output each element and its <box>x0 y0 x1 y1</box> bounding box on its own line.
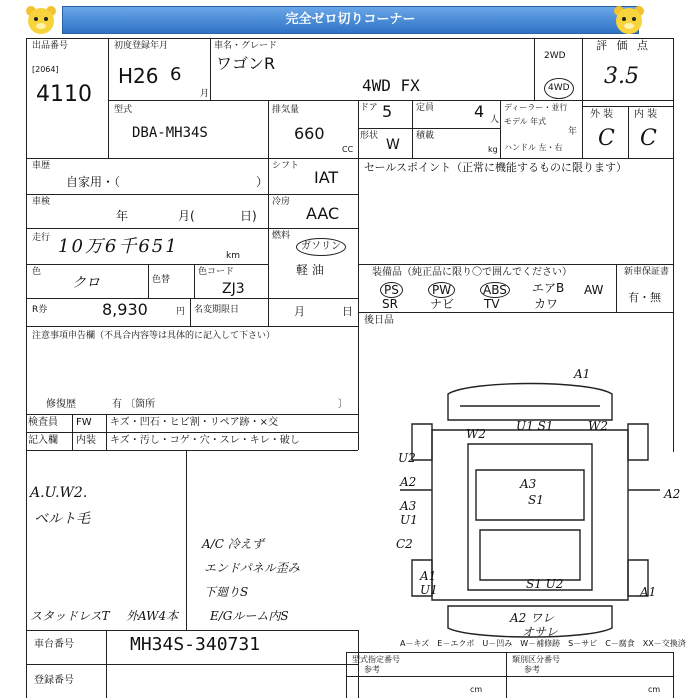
mileage-value: 10万6千651 <box>58 236 179 257</box>
handle-label: ハンドル 左・右 <box>504 143 563 152</box>
history-label: 車歴 <box>32 161 51 171</box>
inspection-label: 車検 <box>32 197 51 207</box>
drive-2wd-label: 2WD <box>544 51 566 61</box>
mascot-right-icon <box>612 4 646 36</box>
mark-s1u2: S1 U2 <box>526 577 564 591</box>
mileage-label: 走行 <box>32 233 51 243</box>
repair-close: 〕 <box>338 399 348 410</box>
dealer-label: ディーラー・並行 <box>504 103 568 112</box>
check-row2-items: キズ・汚し・コゲ・穴・スレ・キレ・破し <box>110 435 300 446</box>
spec-unit-1: cm <box>470 685 483 694</box>
name-change-day: 日 <box>342 305 353 318</box>
mark-c2: C2 <box>396 537 413 551</box>
interior-grade: C <box>640 126 657 151</box>
displacement-value: 660 <box>294 124 325 143</box>
color-no-label: 色替 <box>152 275 171 285</box>
mark-a1-left: A1 <box>420 569 437 583</box>
note-underbody: 下廻りS <box>204 585 249 599</box>
notes-label: 注意事項申告欄（不具合内容等は具体的に記入して下さい） <box>32 331 276 341</box>
spec-label-1: 型式指定番号 <box>352 655 400 664</box>
first-reg-month-unit: 月 <box>200 89 210 99</box>
repair-value: 有 〔箇所 <box>112 399 156 410</box>
lot-number: 4110 <box>36 82 92 107</box>
exterior-label: 外 装 <box>590 109 614 120</box>
chassis-label: 車台番号 <box>34 639 74 650</box>
mark-a2: A2 <box>400 475 417 489</box>
doors-label: ドア <box>360 103 378 113</box>
inspection-year: 年 <box>116 209 129 223</box>
first-reg-era: H26 <box>118 64 159 88</box>
capacity-label: 定員 <box>416 103 435 113</box>
mark-s1-center: S1 <box>528 493 544 507</box>
equip-aw: AW <box>584 283 604 297</box>
equip-tv: TV <box>484 297 500 311</box>
chassis-value: MH34S-340731 <box>130 634 261 655</box>
mark-a3-center: A3 <box>520 477 537 491</box>
mark-w2-left: W2 <box>466 427 486 441</box>
shift-value: IAT <box>314 168 339 187</box>
capacity-value: 4 <box>474 102 485 121</box>
color-value: クロ <box>72 275 100 291</box>
note-ac: A/C 冷えず <box>202 537 264 551</box>
ac-value: AAC <box>306 204 340 223</box>
equip-leather: カワ <box>534 297 559 311</box>
exterior-grade: C <box>598 126 615 151</box>
fuel-label: 燃料 <box>272 231 291 241</box>
history-value: 自家用・（ <box>66 175 121 189</box>
car-name-value: ワゴンR <box>216 54 276 73</box>
mark-a2-bottom: A2 ワレ <box>510 611 555 625</box>
car-name-label: 車名・グレード <box>214 41 278 51</box>
mark-a1-top: A1 <box>574 367 591 381</box>
warranty-label: 新車保証書 <box>624 267 670 277</box>
note-studless: スタッドレスT <box>30 609 110 623</box>
history-close: ） <box>256 175 269 189</box>
mark-u1: U1 <box>400 513 418 527</box>
shape-label: 形状 <box>360 131 379 141</box>
score-label: 評 価 点 <box>596 39 651 52</box>
equip-sr: SR <box>382 297 398 311</box>
rear-seat-label: 後日品 <box>364 315 394 326</box>
capacity-unit: 人 <box>490 115 500 125</box>
mark-a2-right: A2 <box>664 487 681 501</box>
spec-ref-1: 参考 <box>364 665 380 674</box>
inspection-month: 月( <box>178 209 195 223</box>
inspection-day: 日) <box>240 209 257 223</box>
check-fw: FW <box>76 417 92 428</box>
sheet-banner: 完全ゼロ切りコーナー <box>62 6 639 34</box>
repair-label: 修復歴 <box>46 399 76 410</box>
warranty-value: 有・無 <box>628 291 661 304</box>
mark-a1-right: A1 <box>640 585 657 599</box>
model-label: 型式 <box>114 105 133 115</box>
note-roof: E/Gルーム内S <box>210 609 289 623</box>
mark-w2-right: W2 <box>588 419 608 433</box>
equip-pw-circled: PW <box>428 282 455 298</box>
lot-label: 出品番号 <box>32 41 69 51</box>
load-label: 積載 <box>416 131 435 141</box>
car-grade-value: 4WD FX <box>362 76 420 95</box>
mark-u2: U2 <box>398 451 416 465</box>
doors-value: 5 <box>382 102 393 121</box>
entry-label: 記入欄 <box>28 435 58 446</box>
model-year-unit: 年 <box>568 127 578 137</box>
equip-abs-circled: ABS <box>480 282 510 298</box>
mascot-left-icon <box>24 4 58 36</box>
displacement-unit: CC <box>342 145 354 154</box>
first-reg-label: 初度登録年月 <box>114 41 169 51</box>
spec-label-2: 類別区分番号 <box>512 655 560 664</box>
displacement-label: 排気量 <box>272 105 300 115</box>
score-value: 3.5 <box>604 64 639 89</box>
model-value: DBA-MH34S <box>132 125 208 141</box>
note-main: A.U.W2. <box>30 485 88 501</box>
equipment-label: 装備品（純正品に限り〇で囲んでください） <box>372 267 572 278</box>
note-end-panel: エンドパネル歪み <box>204 561 300 575</box>
mileage-unit: km <box>226 251 240 261</box>
color-label: 色 <box>32 267 42 277</box>
equip-navi: ナビ <box>430 297 455 311</box>
load-unit: kg <box>488 145 498 154</box>
mark-a3-left: A3 <box>400 499 417 513</box>
dashed-divider <box>186 450 187 630</box>
spec-ref-2: 参考 <box>524 665 540 674</box>
sales-point-label: セールスポイント（正常に機能するものに限ります） <box>364 161 628 174</box>
equip-ps-circled: PS <box>380 282 403 298</box>
ac-label: 冷房 <box>272 197 291 207</box>
recycle-unit: 円 <box>176 307 186 317</box>
check-row1-items: キズ・凹石・ヒビ割・リペア跡・×交 <box>110 417 278 428</box>
interior-label: 内 装 <box>634 109 658 120</box>
spec-unit-2: cm <box>648 685 661 694</box>
drive-4wd-circled: 4WD <box>544 78 574 99</box>
shape-value: W <box>386 137 400 153</box>
check-interior: 内装 <box>76 435 96 446</box>
recycle-label: R券 <box>32 305 48 315</box>
color-code-value: ZJ3 <box>222 281 245 297</box>
mark-oshare: オサレ <box>522 625 558 639</box>
equip-airbag: エアB <box>532 281 565 295</box>
mark-u1-left: U1 <box>420 583 438 597</box>
model-year-label: モデル 年式 <box>504 117 547 126</box>
shift-label: シフト <box>272 161 300 171</box>
damage-legend: A－キズ E－エクボ U－凹み W－補修跡 S－サビ C－腐食 XX－交換済 <box>400 639 686 648</box>
name-change-label: 名変期限日 <box>194 305 240 315</box>
recycle-value: 8,930 <box>102 300 148 319</box>
lot-code: [2064] <box>32 65 59 74</box>
fuel-diesel: 軽 油 <box>296 263 324 277</box>
color-code-label: 色コード <box>198 267 235 277</box>
fuel-gas-circled: ガソリン <box>296 238 346 256</box>
first-reg-month: 6 <box>170 64 182 85</box>
note-belt: ベルト毛 <box>34 511 90 527</box>
name-change-month: 月 <box>294 305 305 318</box>
inspector-label: 検査員 <box>28 417 58 428</box>
reg-no-label: 登録番号 <box>34 675 74 686</box>
mark-u1s1: U1 S1 <box>516 419 554 433</box>
note-alloy: 外AW4本 <box>126 609 179 623</box>
